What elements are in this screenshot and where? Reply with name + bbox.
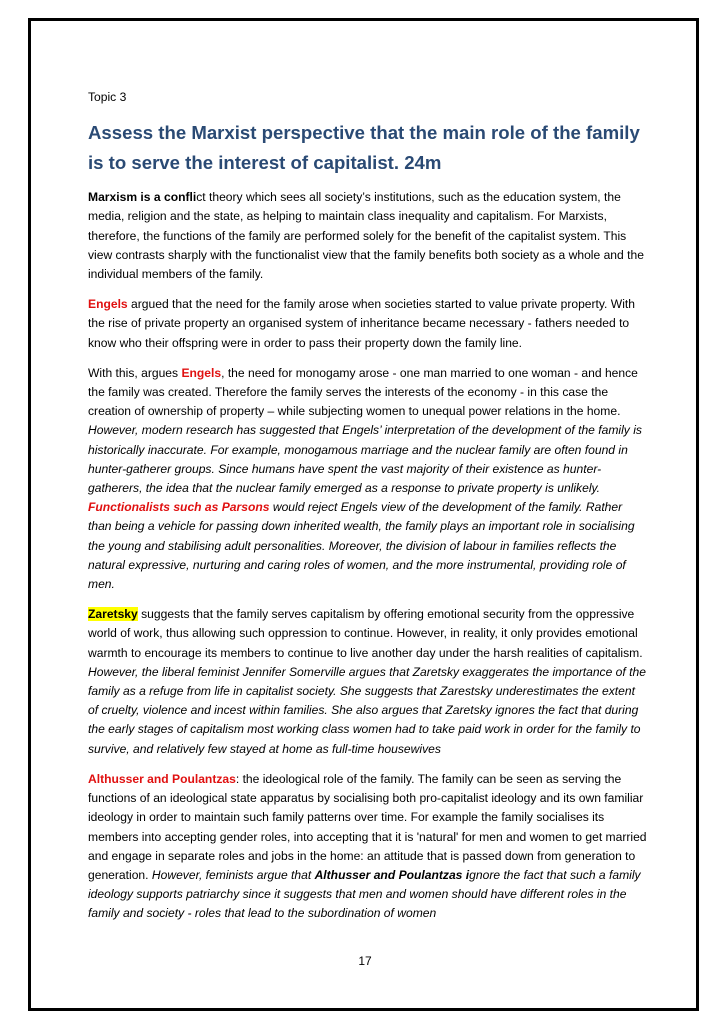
paragraph-engels <box>88 295 648 353</box>
monogamy-text: , the need for monogamy arose - one man married to one woman - and hence the family was created. Therefore the family serves the interests of the economy - in this case the creation of ownership of property – while subjecting women to unequal power relations in the home. <box>88 365 638 419</box>
functionalists-name: Functionalists such as Parsons <box>88 500 270 515</box>
zaretsky-text: suggests that the family serves capitalism by offering emotional security from the oppressive world of work, thus allowing such oppression to continue. However, in reality, it only provides emotional warmth to encourage its members to continue to live another day under the harsh realities of capitalism. <box>88 607 643 660</box>
functionalist-critique: would reject Engels view of the development of the family. Rather than being a vehicle for passing down inherited wealth, the family plays an important role in socialising the young and stabilising adult personalities. Moreover, the division of labour in families reflects the natural expressive, nurturing and caring roles of women, and the more instrumental, providing role of men. <box>88 500 635 592</box>
paragraph-engels-monogamy <box>88 364 648 594</box>
ignore-initial: i <box>465 867 470 882</box>
topic-label: Topic 3 <box>88 90 127 104</box>
engels-critique: However, modern research has suggested that Engels’ interpretation of the development of the family is historically inaccurate. For example, monogamous marriage and the nuclear family are often found in hunter-gatherer groups. Since humans have spent the vast majority of their existence as hunter-gatherers, the idea that the nuclear family emerged as a response to private property is unlikely. <box>88 423 642 496</box>
marxism-bold-lead: Marxism is a confli <box>88 190 197 205</box>
engels-name-2: Engels <box>181 365 222 380</box>
althusser-critique-lead: However, feminists argue that <box>151 867 315 882</box>
essay-title: Assess the Marxist perspective that the main role of the family is to serve the interest of capitalist. 24m <box>88 122 640 174</box>
page-number: 17 <box>358 954 372 968</box>
paragraph-zaretsky <box>88 605 648 759</box>
althusser-text: : the ideological role of the family. The family can be seen as serving the functions of an ideological state apparatus by socialising both pro-capitalist ideology and its own familiar ideology in order to maintain such family patterns over time. For example the family socialises its members into accepting gender roles, into accepting that it is 'natural' for men and women to get married and engage in separate roles and jobs in the home: an attitude that is passed down from generation to generation. <box>88 771 647 882</box>
engels-text: argued that the need for the family arose when societies started to value private property. With the rise of private property an organised system of inheritance became necessary - fathers needed to know who their offspring were in order to pass their property down the family line. <box>88 297 635 350</box>
engels-name: Engels <box>88 297 128 312</box>
document-body <box>88 88 648 935</box>
monogamy-intro: With this, argues <box>88 365 182 380</box>
althusser-name: Althusser and Poulantzas <box>88 771 236 786</box>
zaretsky-critique: However, the liberal feminist Jennifer Somerville argues that Zaretsky exaggerates the importance of the family as a refuge from life in capitalist society. She suggests that Zarestsky underestimates the extent of cruelty, violence and incest within families. She also argues that Zaretsky ignores the fact that during the early stages of capitalism most working class women had to take paid work in order for the family to survive, and relatively few stayed at home as full-time housewives <box>88 664 646 756</box>
paragraph-althusser <box>88 770 648 924</box>
althusser-critique: gnore the fact that such a family ideology supports patriarchy since it suggests that men and women should have different roles in the family and society - roles that lead to the subordination of women <box>88 867 641 921</box>
marxism-text: ct theory which sees all society’s institutions, such as the education system, the media, religion and the state, as helping to maintain class inequality and capitalism. For Marxists, therefore, the functions of the family are performed solely for the benefit of the capitalist system. This view contrasts sharply with the functionalist view that the family benefits both society as a whole and the individual members of the family. <box>88 190 644 282</box>
althusser-name-2: Althusser and Poulantzas <box>314 867 463 882</box>
paragraph-marxism <box>88 188 648 284</box>
zaretsky-name: Zaretsky <box>88 607 138 622</box>
